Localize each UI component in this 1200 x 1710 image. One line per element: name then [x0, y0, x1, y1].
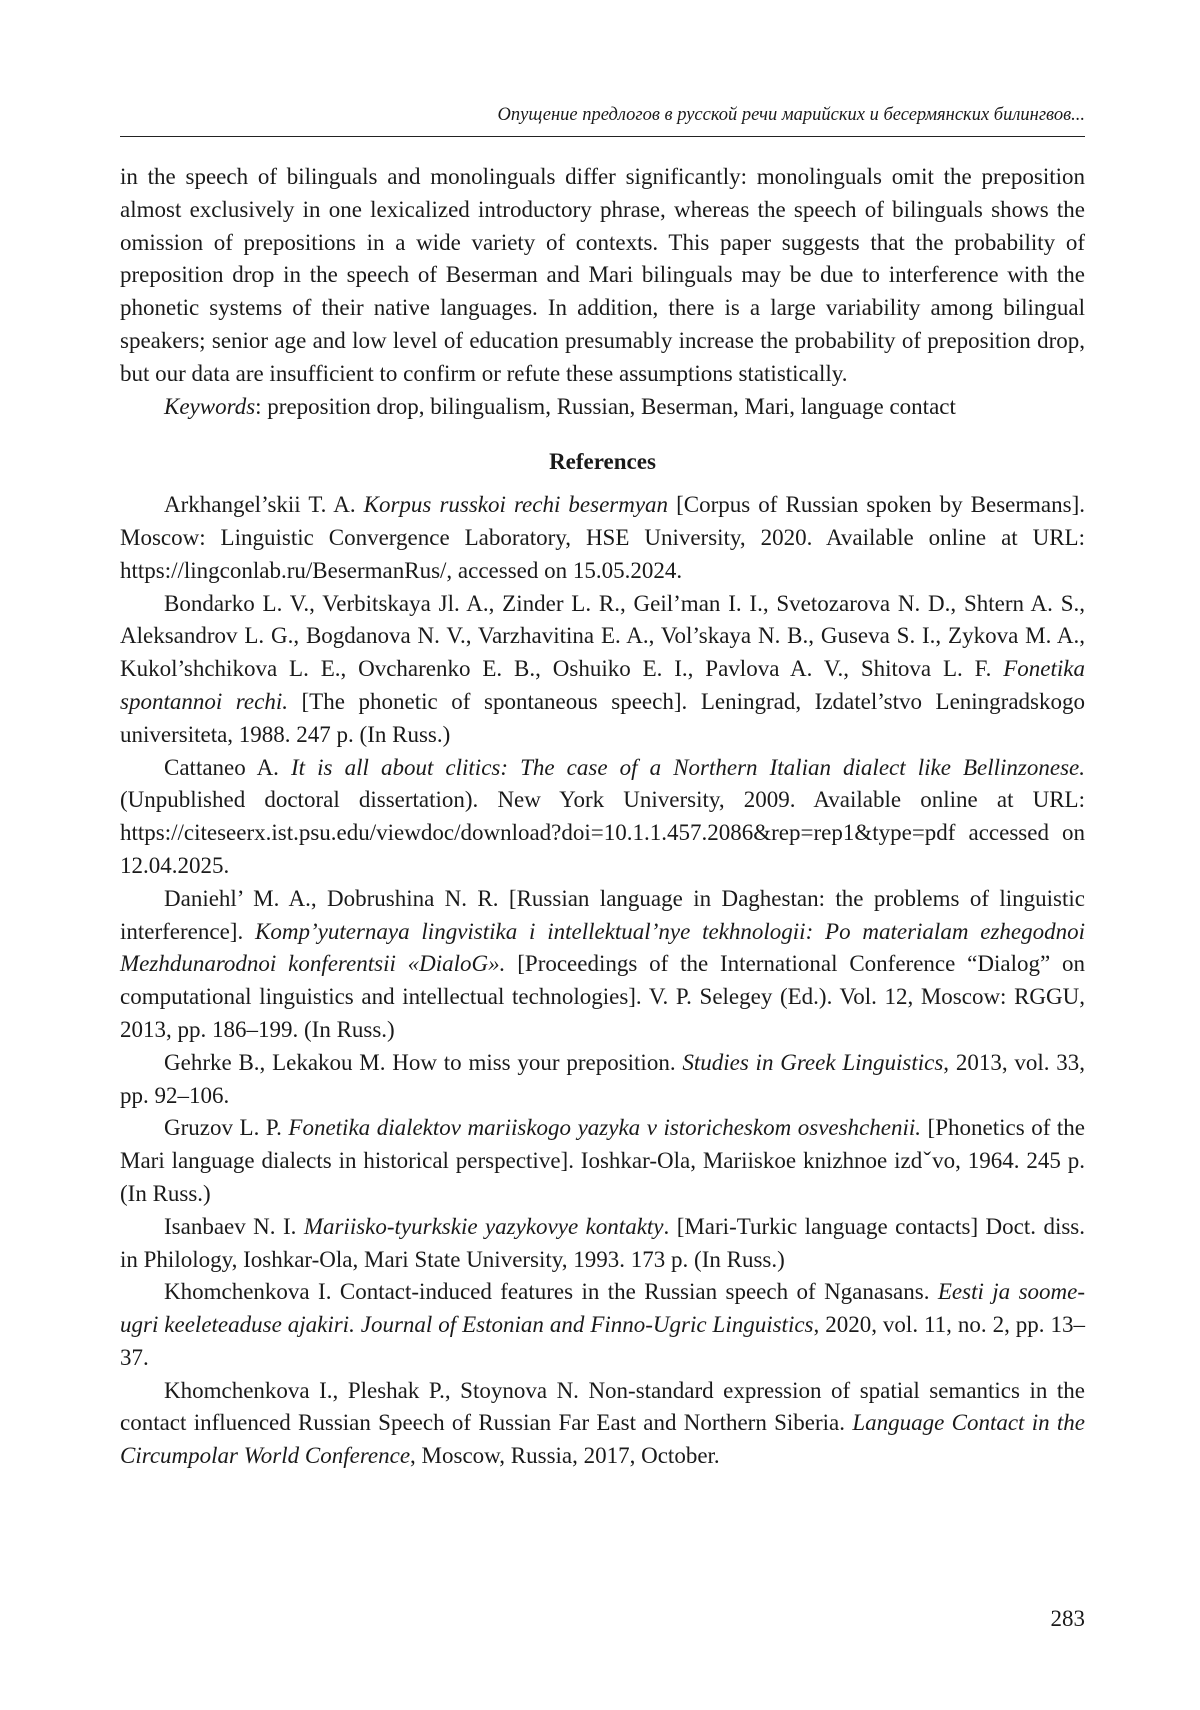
reference-title: Fonetika dialektov mariiskogo yazyka v istoricheskom osveshchenii.	[288, 1115, 922, 1141]
keywords-text: : preposition drop, bilingualism, Russian, Beserman, Mari, language contact	[255, 393, 956, 419]
reference-authors: Gruzov L. P.	[164, 1115, 289, 1141]
reference-item	[120, 489, 1085, 587]
reference-item	[120, 1375, 1085, 1473]
reference-item	[120, 588, 1085, 752]
reference-authors: Bondarko L. V., Verbitskaya Jl. A., Zinder L. R., Geil’man I. I., Svetozarova N. D., Shtern A. S., Aleksandrov L. G., Bogdanova N. V., Varzhavitina E. A., Vol’skaya N. B., Guseva S. I., Zykova M. A., Kukol’shchikova L. E., Ovcharenko E. B., Oshuiko E. I., Pavlova A. V., Shitova L. F.	[120, 590, 1085, 682]
references-heading: References	[549, 449, 656, 475]
reference-authors: Khomchenkova I. Contact-induced features in the Russian speech of Nganasans.	[164, 1279, 938, 1305]
reference-title: Fonetika spontannoi rechi.	[120, 656, 1085, 714]
abstract-continuation: in the speech of bilinguals and monolinguals differ significantly: monolinguals omit the preposition almost exclusively in one lexicalized introductory phrase, whereas the speech of bilinguals shows the omission of prepositions in a wide variety of contexts. This paper suggests that the probability of preposition drop in the speech of Beserman and Mari bilinguals may be due to interference with the phonetic systems of their native languages. In addition, there is a large variability among bilingual speakers; senior age and low level of education presumably increase the probability of preposition drop, but our data are insufficient to confirm or refute these assumptions statistically.	[120, 164, 1085, 386]
reference-item	[120, 883, 1085, 1047]
page-number: 283	[1050, 1606, 1085, 1631]
reference-title: Studies in Greek Linguistics	[682, 1049, 944, 1075]
reference-title: Korpus russkoi rechi besermyan	[363, 492, 669, 518]
reference-details: (Unpublished doctoral dissertation). New York University, 2009. Available online at URL: https://citeseerx.ist.psu.edu/viewdoc/download?doi=10.1.1.457.2086&rep=rep1&type=pdf accessed on 12.04.2025.	[120, 787, 1085, 878]
reference-title: Eesti ja soome-ugri keeleteaduse ajakiri. Journal of Estonian and Finno-Ugric Linguistics	[120, 1279, 1085, 1338]
reference-authors: Daniehl’ M. A., Dobrushina N. R. [Russian language in Daghestan: the problems of linguistic interference].	[120, 885, 1085, 944]
keywords-line	[120, 391, 1085, 424]
reference-authors: Arkhangel’skii T. A.	[164, 492, 364, 518]
reference-authors: Gehrke B., Lekakou M. How to miss your preposition.	[164, 1049, 683, 1075]
reference-item	[120, 1112, 1085, 1210]
reference-authors: Cattaneo A.	[164, 754, 292, 780]
running-header: Опущение предлогов в русской речи марийских и бесермянских билингвов...	[497, 105, 1085, 125]
reference-title: Mariisko-tyurkskie yazykovye kontakty	[303, 1213, 664, 1239]
reference-item	[120, 752, 1085, 883]
reference-details: . [Mari-Turkic language contacts] Doct. diss. in Philology, Ioshkar-Ola, Mari State University, 1993. 173 p. (In Russ.)	[120, 1213, 1085, 1272]
reference-item	[120, 1211, 1085, 1277]
reference-details: [Proceedings of the International Conference “Dialog” on computational linguistics and intellectual technologies]. V. P. Selegey (Ed.). Vol. 12, Moscow: RGGU, 2013, pp. 186–199. (In Russ.)	[120, 951, 1085, 1042]
reference-authors: Khomchenkova I., Pleshak P., Stoynova N. Non-standard expression of spatial semantics in the contact influenced Russian Speech of Russian Far East and Northern Siberia.	[120, 1377, 1085, 1436]
keywords-label: Keywords	[164, 393, 256, 419]
reference-title: It is all about clitics: The case of a Northern Italian dialect like Bellinzonese.	[291, 754, 1085, 780]
reference-details: , 2020, vol. 11, no. 2, pp. 13–37.	[120, 1312, 1086, 1370]
reference-title: Komp’yuternaya lingvistika i intellektual’nye tekhnologii: Po materialam ezhegodnoi Mezhdunarodnoi konferentsii «DialoG».	[120, 918, 1085, 977]
reference-item	[120, 1047, 1085, 1113]
header-rule	[120, 136, 1085, 137]
reference-item	[120, 1276, 1085, 1374]
reference-details: , 2013, vol. 33, pp. 92–106.	[120, 1049, 1086, 1108]
reference-details: [The phonetic of spontaneous speech]. Leningrad, Izdatel’stvo Leningradskogo universiteta, 1988. 247 p. (In Russ.)	[120, 688, 1085, 747]
reference-authors: Isanbaev N. I.	[164, 1213, 304, 1239]
reference-title: Language Contact in the Circumpolar World Conference	[120, 1410, 1085, 1469]
reference-details: , Moscow, Russia, 2017, October.	[410, 1443, 720, 1469]
reference-details: [Phonetics of the Mari language dialects in historical perspective]. Ioshkar-Ola, Mariiskoe knizhnoe izdˇvo, 1964. 245 p. (In Russ.)	[120, 1115, 1085, 1206]
reference-details: [Corpus of Russian spoken by Besermans]. Moscow: Linguistic Convergence Laboratory, HSE University, 2020. Available online at URL: https://lingconlab.ru/BesermanRus/, accessed on 15.05.2024.	[120, 492, 1085, 583]
page-body	[120, 161, 1085, 1473]
